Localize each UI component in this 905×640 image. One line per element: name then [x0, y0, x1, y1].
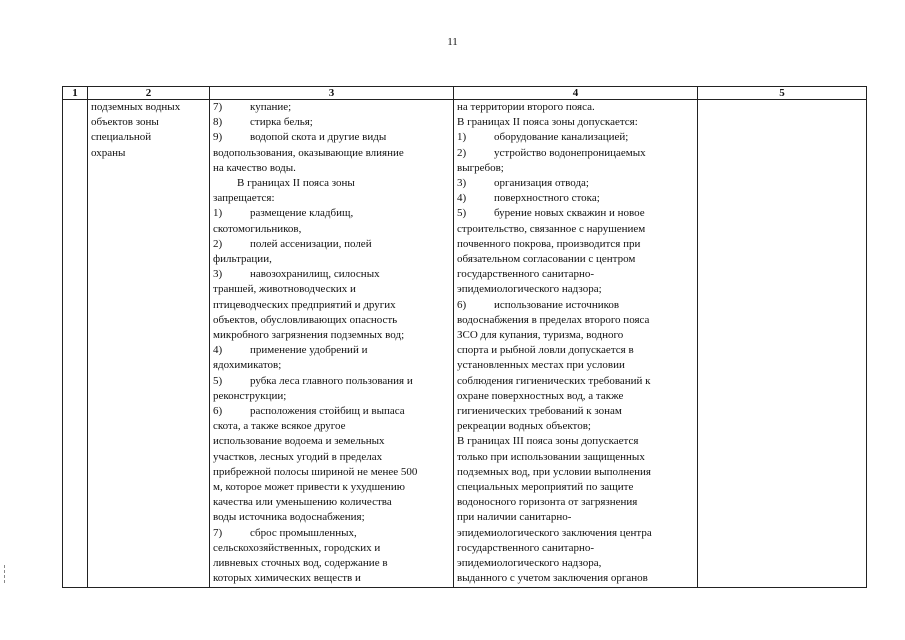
text-line: [213, 434, 450, 449]
text-line: [457, 146, 694, 161]
text-line: [457, 282, 694, 297]
text-line: [213, 298, 450, 313]
text-line: [213, 100, 450, 115]
text-line: [457, 389, 694, 404]
text-line: [213, 115, 450, 130]
text-line: [213, 313, 450, 328]
item-number: 4): [457, 192, 467, 205]
item-number: 1): [213, 207, 223, 220]
item-text: полей ассенизации, полей: [250, 237, 372, 250]
text-line: [457, 252, 694, 267]
text-line: [457, 176, 694, 191]
item-text: скота, а также всякое другое: [213, 420, 346, 433]
text-line: [457, 510, 694, 525]
text-line: [213, 222, 450, 237]
table-header-row: [63, 87, 867, 100]
item-number: 4): [213, 344, 223, 357]
item-text: эпидемиологического надзора;: [457, 283, 602, 296]
document-table: [62, 86, 867, 588]
item-number: 1): [457, 131, 467, 144]
item-text: спорта и рыбной ловли допускается в: [457, 344, 634, 357]
item-number: 7): [213, 101, 223, 113]
item-text: купание;: [250, 101, 292, 113]
item-text: стирка белья;: [250, 116, 313, 129]
text-line: [457, 450, 694, 465]
text-line: [457, 480, 694, 495]
item-text: оборудование канализацией;: [494, 131, 629, 144]
text-line: [213, 252, 450, 267]
item-text: водопой скота и другие виды: [250, 131, 387, 144]
item-text: подземных вод, при условии выполнения: [457, 465, 651, 478]
text-line: [213, 374, 450, 389]
item-text: качества или уменьшению количества: [213, 496, 392, 509]
item-text: ядохимикатов;: [213, 359, 282, 372]
item-text: расположения стойбищ и выпаса: [250, 405, 405, 418]
text-line: [457, 495, 694, 510]
text-line: [457, 571, 694, 586]
item-text: В границах II пояса зоны допускается:: [457, 116, 638, 129]
item-text: применение удобрений и: [250, 344, 368, 357]
table-row: [63, 100, 867, 588]
item-text: размещение кладбищ,: [250, 207, 354, 220]
item-text: эпидемиологического надзора,: [457, 557, 602, 570]
text-line: [213, 510, 450, 525]
text-line: [457, 298, 694, 313]
text-line: [213, 556, 450, 571]
text-line: [457, 313, 694, 328]
text-line: [213, 541, 450, 556]
text-line: объектов зоны: [91, 116, 159, 129]
item-text: устройство водонепроницаемых: [494, 146, 646, 159]
item-number: 3): [457, 177, 467, 190]
header-col-3: 3: [210, 87, 454, 100]
item-text: на территории второго пояса.: [457, 101, 595, 113]
text-line: [457, 526, 694, 541]
item-text: м, которое может привести к ухудшению: [213, 481, 405, 494]
item-text: государственного санитарно-: [457, 541, 595, 554]
item-number: 6): [457, 298, 467, 311]
text-line: [213, 358, 450, 373]
text-line: [457, 115, 694, 130]
item-text: ЗСО для купания, туризма, водного: [457, 329, 624, 342]
item-text: при наличии санитарно-: [457, 511, 572, 524]
text-line: [213, 419, 450, 434]
text-line: [213, 206, 450, 221]
item-text: использование источников: [494, 298, 620, 311]
text-line: подземных водных: [91, 101, 181, 113]
text-line: [213, 450, 450, 465]
item-text: гигиенических требований к зонам: [457, 405, 622, 418]
text-line: [213, 130, 450, 145]
text-line: [457, 130, 694, 145]
item-text: рубка леса главного пользования и: [250, 374, 413, 387]
header-col-1: 1: [63, 87, 88, 100]
item-text: государственного санитарно-: [457, 268, 595, 281]
item-text: соблюдения гигиенических требований к: [457, 374, 651, 387]
text-line: [213, 176, 450, 191]
item-text: охране поверхностных вод, а также: [457, 389, 624, 402]
item-text: реконструкции;: [213, 389, 287, 402]
cell-col-2: [88, 100, 210, 588]
text-line: [457, 328, 694, 343]
item-text: птицеводческих предприятий и других: [213, 298, 396, 311]
item-text: эпидемиологического заключения центра: [457, 526, 652, 539]
item-text: бурение новых скважин и новое: [494, 207, 645, 220]
text-line: [457, 267, 694, 282]
item-text: поверхностного стока;: [494, 192, 600, 205]
text-line: [457, 237, 694, 252]
item-text: В границах III пояса зоны допускается: [457, 435, 639, 448]
text-line: [213, 328, 450, 343]
item-number: 5): [213, 374, 223, 387]
text-line: [213, 465, 450, 480]
item-text: скотомогильников,: [213, 222, 302, 235]
item-text: прибрежной полосы шириной не менее 500: [213, 465, 418, 478]
item-text: микробного загрязнения подземных вод;: [213, 329, 405, 342]
text-line: [213, 404, 450, 419]
cell-col-3: [210, 100, 454, 588]
text-line: [457, 374, 694, 389]
text-line: [213, 146, 450, 161]
item-text: участков, лесных угодий в пределах: [213, 450, 383, 463]
page-number: 11: [447, 36, 458, 48]
item-text: обязательном согласовании с центром: [457, 253, 636, 266]
item-number: 5): [457, 207, 467, 220]
text-line: [213, 389, 450, 404]
text-line: [457, 404, 694, 419]
text-line: [213, 267, 450, 282]
item-number: 2): [457, 146, 467, 159]
item-text: водопользования, оказывающие влияние: [213, 146, 404, 159]
header-col-4: 4: [454, 87, 698, 100]
header-col-2: 2: [88, 87, 210, 100]
text-line: [457, 100, 694, 115]
item-text: выданного с учетом заключения органов: [457, 572, 648, 585]
text-line: [457, 556, 694, 571]
item-number: 9): [213, 131, 223, 144]
text-line: [457, 343, 694, 358]
text-line: [213, 191, 450, 206]
item-text: специальных мероприятий по защите: [457, 481, 634, 494]
text-line: [457, 419, 694, 434]
item-text: почвенного покрова, производится при: [457, 237, 641, 250]
item-text: фильтрации,: [213, 253, 272, 266]
item-number: 2): [213, 237, 223, 250]
item-text: выгребов;: [457, 161, 504, 174]
item-number: 6): [213, 405, 223, 418]
item-text: использование водоема и земельных: [213, 435, 385, 448]
item-text: навозохранилищ, силосных: [250, 268, 380, 281]
cell-col-1: [63, 100, 88, 588]
text-line: [213, 237, 450, 252]
item-text: запрещается:: [213, 192, 275, 205]
item-text: на качество воды.: [213, 161, 296, 174]
item-text: строительство, связанное с нарушением: [457, 222, 646, 235]
text-line: [213, 480, 450, 495]
text-line: [457, 358, 694, 373]
scan-edge-mark: [4, 565, 9, 583]
text-line: [457, 191, 694, 206]
item-text: объектов, обусловливающих опасность: [213, 313, 398, 326]
item-text: которых химических веществ и: [213, 572, 361, 585]
item-text: водоносного горизонта от загрязнения: [457, 496, 638, 509]
text-line: [213, 343, 450, 358]
text-line: [457, 161, 694, 176]
text-line: [457, 465, 694, 480]
item-text: ливневых сточных вод, содержание в: [213, 557, 388, 570]
item-number: 8): [213, 116, 223, 129]
item-text: водоснабжения в пределах второго пояса: [457, 313, 650, 326]
item-text: рекреации водных объектов;: [457, 420, 591, 433]
text-line: [213, 161, 450, 176]
item-text: воды источника водоснабжения;: [213, 511, 365, 524]
text-line: [457, 206, 694, 221]
text-line: [213, 282, 450, 297]
text-line: [457, 541, 694, 556]
cell-col-5: [698, 100, 867, 588]
item-text: В границах II пояса зоны: [237, 177, 355, 190]
cell-col-4: [454, 100, 698, 588]
text-line: [457, 222, 694, 237]
item-number: 7): [213, 526, 223, 539]
header-col-5: 5: [698, 87, 867, 100]
item-text: сельскохозяйственных, городских и: [213, 541, 381, 554]
item-text: организация отвода;: [494, 177, 589, 190]
text-line: охраны: [91, 146, 126, 159]
text-line: [213, 495, 450, 510]
text-line: [213, 571, 450, 586]
item-text: только при использовании защищенных: [457, 450, 645, 463]
text-line: [213, 526, 450, 541]
text-line: специальной: [91, 131, 152, 144]
item-text: сброс промышленных,: [250, 526, 357, 539]
item-text: установленных местах при условии: [457, 359, 625, 372]
text-line: [457, 434, 694, 449]
item-number: 3): [213, 268, 223, 281]
item-text: траншей, животноводческих и: [213, 283, 356, 296]
